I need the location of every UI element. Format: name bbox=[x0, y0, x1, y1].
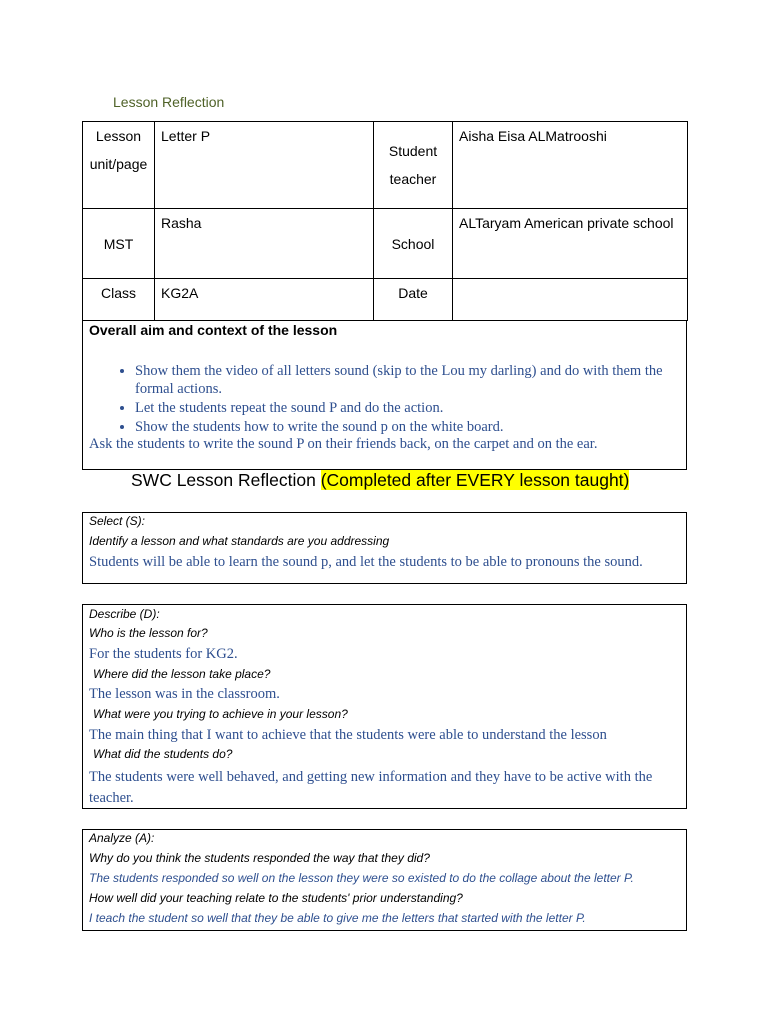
lesson-info-table bbox=[82, 121, 688, 321]
describe-answer: The students were well behaved, and getting new information and they have to be active with the teacher. bbox=[89, 769, 653, 806]
mst-label: MST bbox=[83, 209, 155, 279]
swc-title bbox=[131, 470, 629, 491]
swc-title-text: SWC Lesson Reflection bbox=[131, 470, 316, 490]
analyze-answer: The students responded so well on the lesson they were so existed to do the collage about the letter P. bbox=[89, 871, 634, 885]
aim-section bbox=[82, 320, 687, 470]
page-title: Lesson Reflection bbox=[113, 94, 225, 110]
aim-extra-text: Ask the students to write the sound P on their friends back, on the carpet and on the ear. bbox=[89, 436, 598, 452]
mst-value: Rasha bbox=[155, 209, 374, 279]
student-teacher-label: Student teacher bbox=[374, 122, 453, 209]
class-value: KG2A bbox=[155, 279, 374, 321]
describe-answer: For the students for KG2. bbox=[89, 646, 238, 662]
school-value: ALTaryam American private school bbox=[453, 209, 688, 279]
aim-bullet: • Let the students repeat the sound P and do the action. bbox=[135, 399, 695, 417]
student-teacher-value: Aisha Eisa ALMatrooshi bbox=[453, 122, 688, 209]
describe-answer: The main thing that I want to achieve that the students were able to understand the lesson bbox=[89, 727, 607, 743]
select-question: Identify a lesson and what standards are you addressing bbox=[89, 534, 390, 548]
date-value bbox=[453, 279, 688, 321]
analyze-question: Why do you think the students responded the way that they did? bbox=[89, 851, 430, 865]
aim-bullet: • Show the students how to write the sound p on the white board. bbox=[135, 418, 695, 436]
describe-question: What did the students do? bbox=[93, 747, 233, 761]
class-label: Class bbox=[83, 279, 155, 321]
aim-title: Overall aim and context of the lesson bbox=[89, 322, 338, 338]
describe-question: Who is the lesson for? bbox=[89, 626, 208, 640]
describe-question: Where did the lesson take place? bbox=[93, 667, 271, 681]
select-box bbox=[82, 512, 687, 584]
lesson-label: Lesson unit/page bbox=[83, 122, 155, 209]
aim-bullet-list bbox=[107, 362, 695, 437]
describe-heading: Describe (D): bbox=[89, 607, 160, 621]
analyze-question: How well did your teaching relate to the students' prior understanding? bbox=[89, 891, 463, 905]
swc-highlight: (Completed after EVERY lesson taught) bbox=[320, 470, 630, 490]
describe-question: What were you trying to achieve in your lesson? bbox=[93, 707, 348, 721]
select-heading: Select (S): bbox=[89, 514, 146, 528]
lesson-value: Letter P bbox=[155, 122, 374, 209]
describe-box bbox=[82, 604, 687, 809]
select-answer: Students will be able to learn the sound p, and let the students to be able to pronouns the sound. bbox=[89, 554, 643, 570]
date-label: Date bbox=[374, 279, 453, 321]
describe-answer: The lesson was in the classroom. bbox=[89, 686, 280, 702]
analyze-box bbox=[82, 829, 687, 931]
analyze-heading: Analyze (A): bbox=[89, 831, 155, 845]
school-label: School bbox=[374, 209, 453, 279]
aim-bullet: • Show them the video of all letters sound (skip to the Lou my darling) and do with them the formal actions. bbox=[135, 362, 695, 398]
analyze-answer: I teach the student so well that they be able to give me the letters that started with the letter P. bbox=[89, 911, 586, 925]
